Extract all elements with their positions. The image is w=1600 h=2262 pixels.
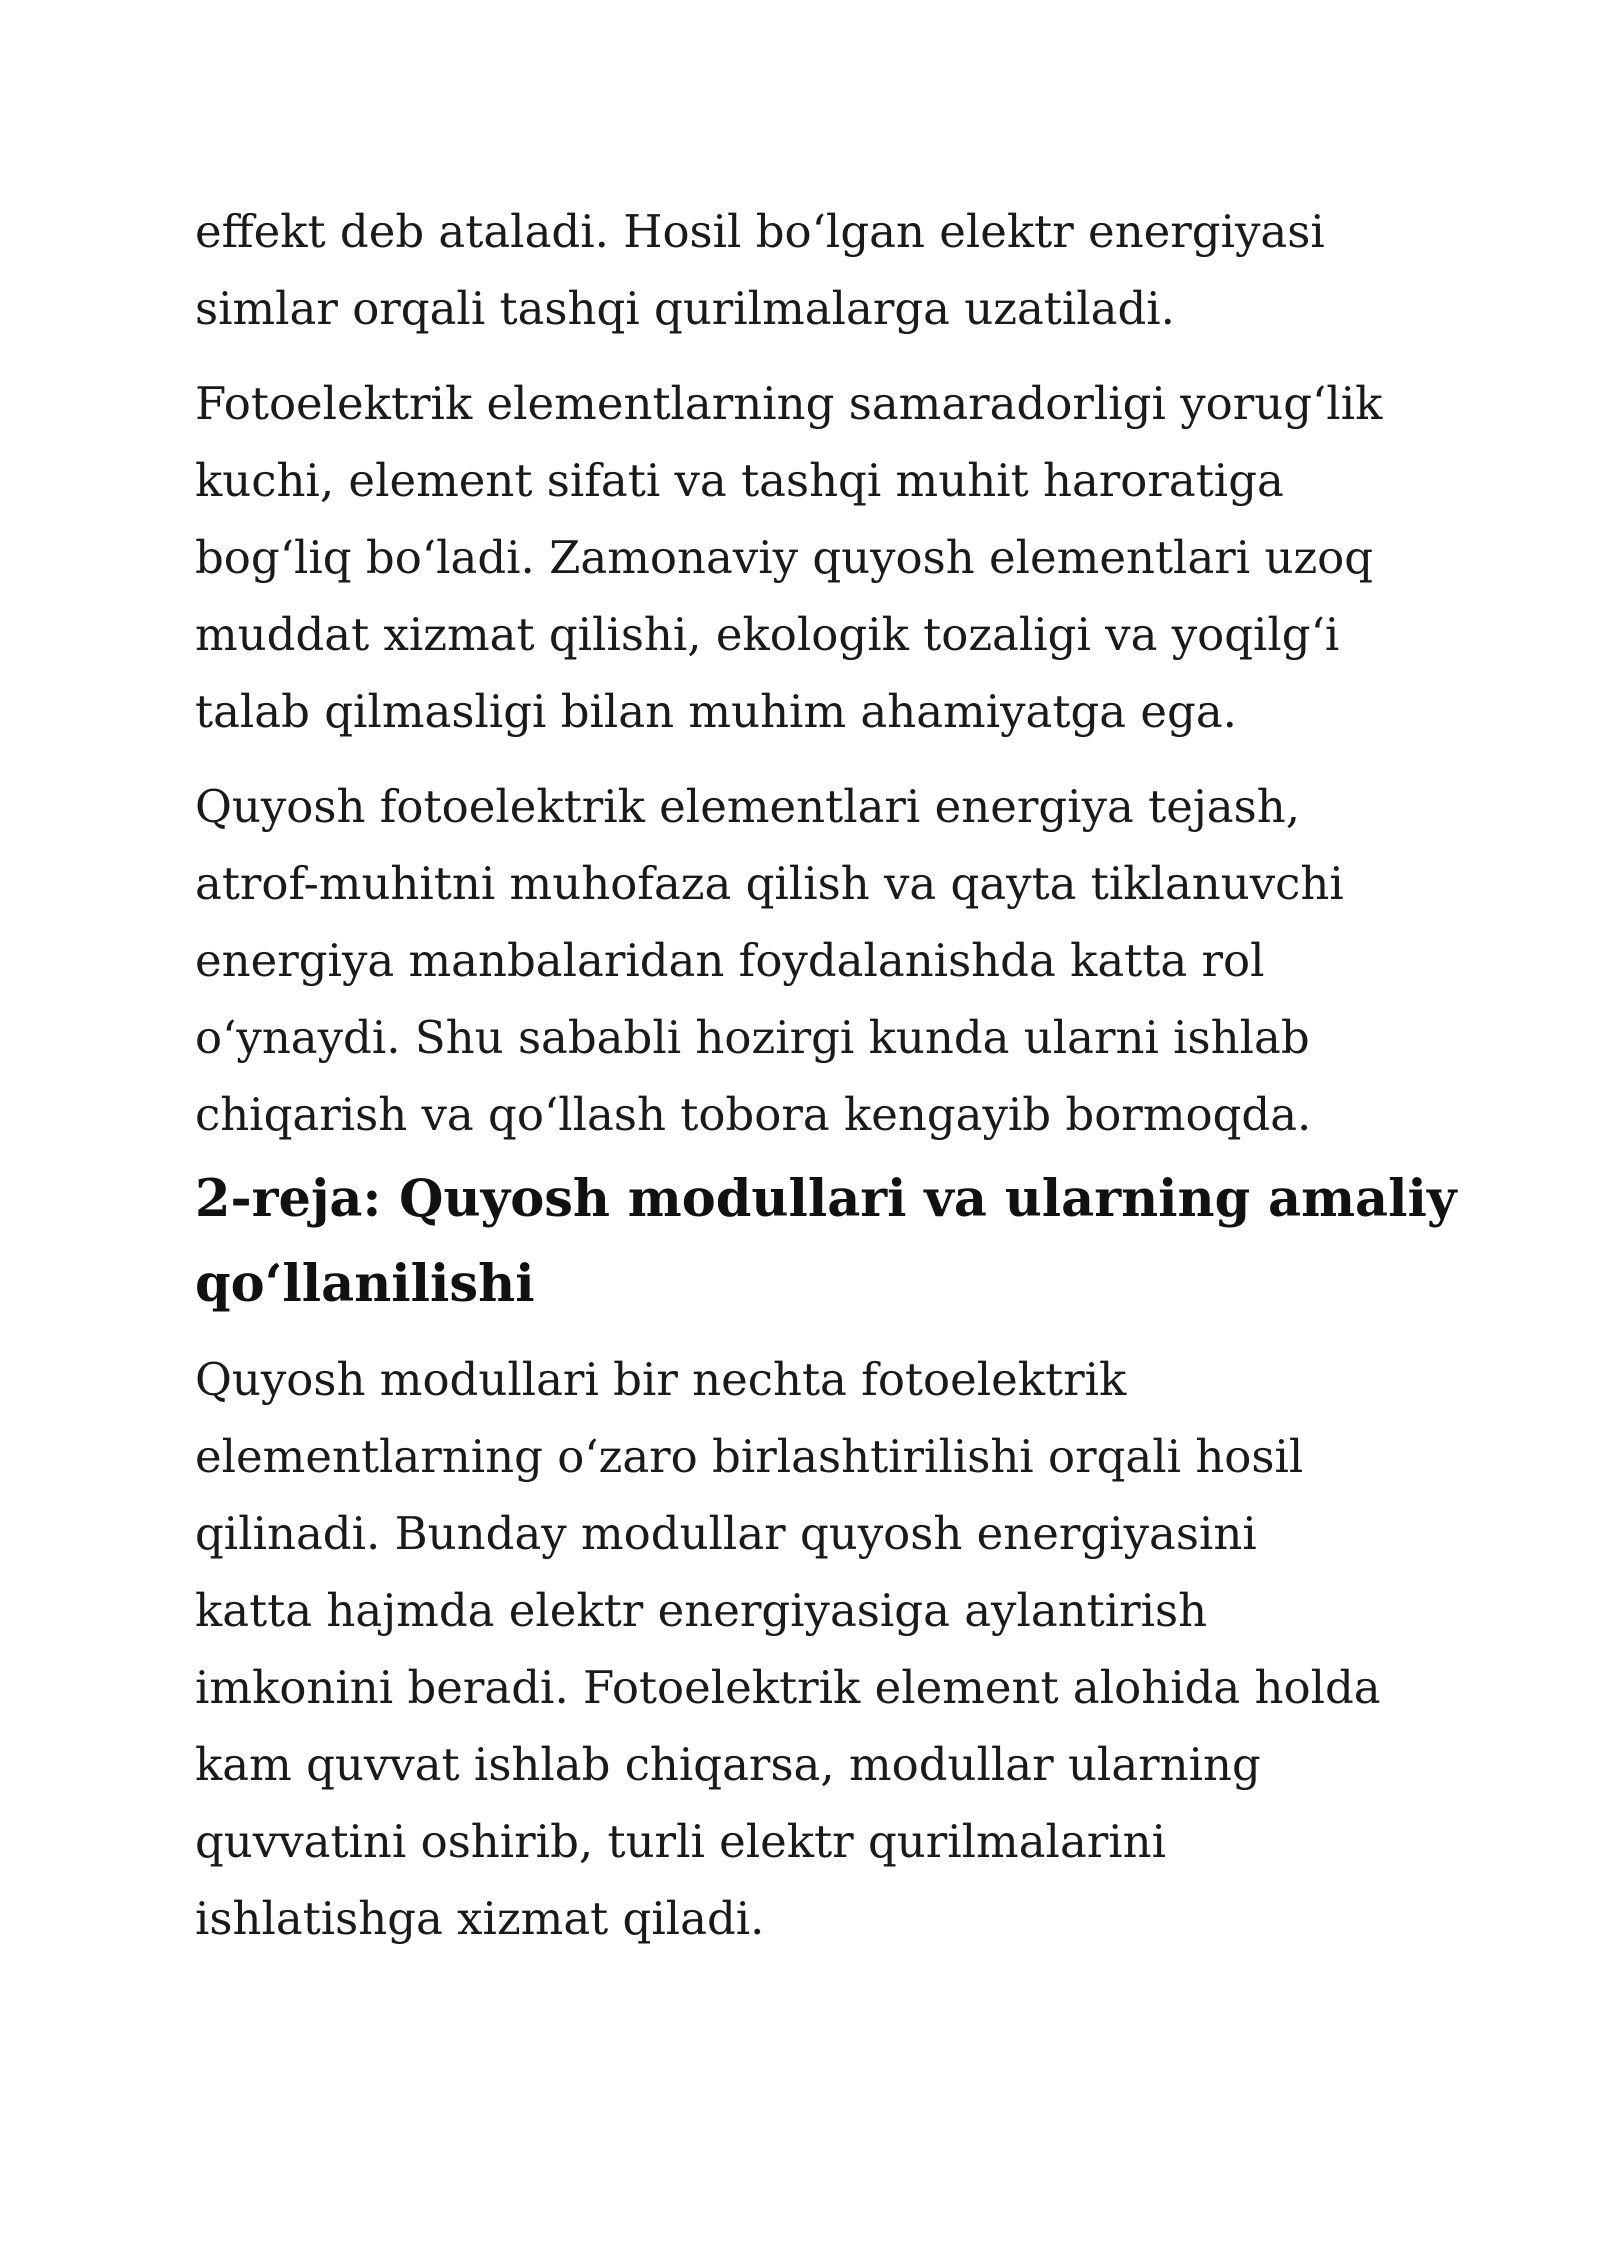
text-line: katta hajmda elektr energiyasiga aylantirish [195, 1584, 1208, 1637]
text-line: chiqarish va qo‘llash tobora kengayib bormoqda. [195, 1088, 1312, 1141]
section-heading [195, 1157, 1457, 1327]
paragraph-2 [195, 365, 1435, 750]
text-line: bog‘liq bo‘ladi. Zamonaviy quyosh elementlari uzoq [195, 531, 1374, 584]
text-line: qilinadi. Bunday modullar quyosh energiyasini [195, 1507, 1257, 1560]
text-line: muddat xizmat qilishi, ekologik tozaligi va yoqilg‘i [195, 608, 1340, 661]
text-line: talab qilmasligi bilan muhim ahamiyatga ega. [195, 685, 1237, 738]
text-line: Quyosh fotoelektrik elementlari energiya tejash, [195, 780, 1301, 833]
text-line: Quyosh modullari bir nechta fotoelektrik [195, 1353, 1127, 1406]
text-line: atrof-muhitni muhofaza qilish va qayta tiklanuvchi [195, 857, 1344, 910]
paragraph-4 [195, 1341, 1435, 1957]
document-body [195, 193, 1457, 1957]
text-line: ishlatishga xizmat qiladi. [195, 1892, 765, 1945]
text-line: o‘ynaydi. Shu sababli hozirgi kunda ularni ishlab [195, 1011, 1310, 1064]
paragraph-3 [195, 768, 1435, 1153]
heading-line: 2-reja: Quyosh modullari va ularning amaliy [195, 1169, 1457, 1229]
text-line: quvvatini oshirib, turli elektr qurilmalarini [195, 1815, 1167, 1868]
text-line: simlar orqali tashqi qurilmalarga uzatiladi. [195, 282, 1175, 335]
text-line: kam quvvat ishlab chiqarsa, modullar ularning [195, 1738, 1261, 1791]
text-line: imkonini beradi. Fotoelektrik element alohida holda [195, 1661, 1381, 1714]
text-line: effekt deb ataladi. Hosil bo‘lgan elektr energiyasi [195, 205, 1325, 258]
text-line: energiya manbalaridan foydalanishda katta rol [195, 934, 1265, 987]
text-line: Fotoelektrik elementlarning samaradorligi yorug‘lik [195, 377, 1383, 430]
heading-line: qo‘llanilishi [195, 1254, 535, 1314]
paragraph-1 [195, 193, 1435, 347]
text-line: kuchi, element sifati va tashqi muhit haroratiga [195, 454, 1284, 507]
text-line: elementlarning o‘zaro birlashtirilishi orqali hosil [195, 1430, 1304, 1483]
